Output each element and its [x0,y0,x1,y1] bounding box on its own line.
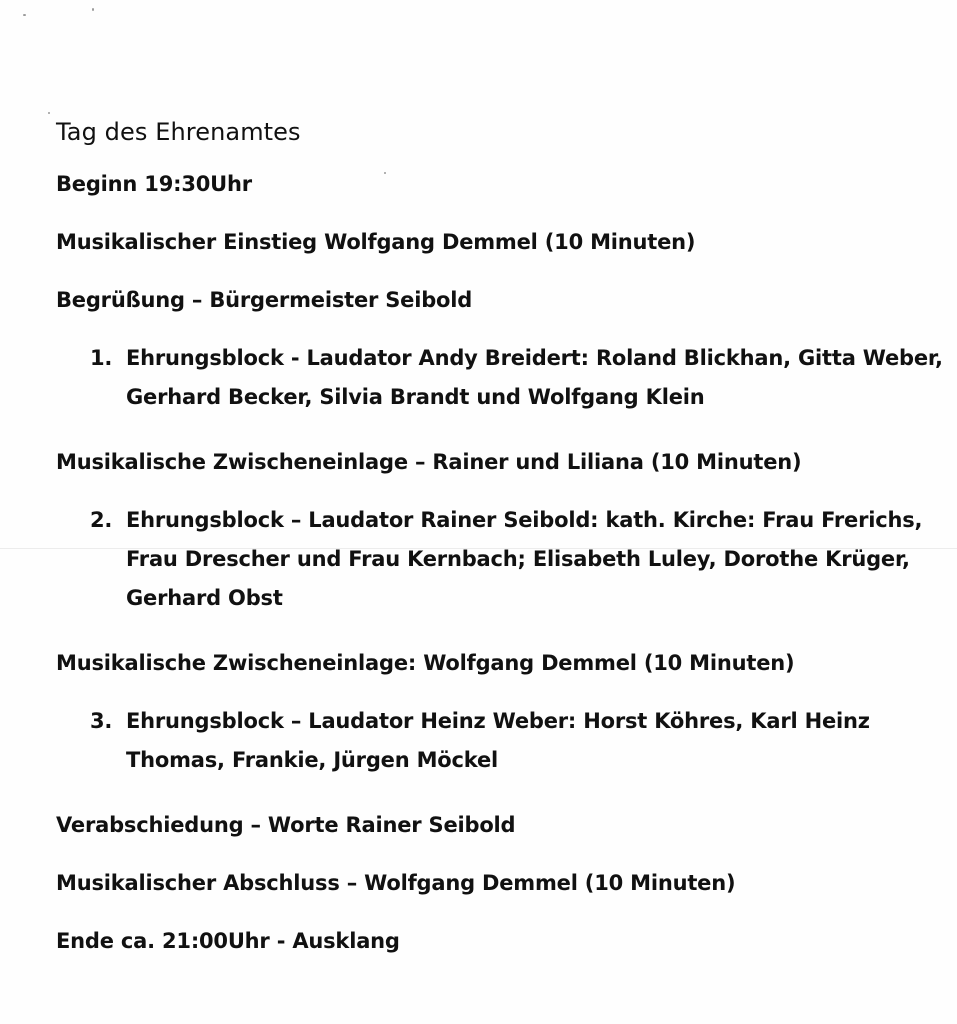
document-body [56,118,943,986]
honor-block-3 [90,702,936,780]
honor-block-1 [90,339,943,417]
end-time: Ende ca. 21:00Uhr - Ausklang [56,929,400,953]
scan-speck [48,112,50,114]
list-number: 1. [90,346,113,370]
list-item-line: Gerhard Obst [126,586,283,610]
list-number: 3. [90,709,113,733]
list-item-line: Frau Drescher und Frau Kernbach; Elisabeth Luley, Dorothe Krüger, [126,547,910,571]
intro-music: Musikalischer Einstieg Wolfgang Demmel (10 Minuten) [56,230,696,254]
honor-block-2 [90,501,936,618]
list-item-line: Ehrungsblock – Laudator Rainer Seibold: kath. Kirche: Frau Frerichs, [126,508,923,532]
farewell: Verabschiedung – Worte Rainer Seibold [56,813,516,837]
list-item-line: Gerhard Becker, Silvia Brandt und Wolfgang Klein [126,385,705,409]
closing-music: Musikalischer Abschluss – Wolfgang Demmel (10 Minuten) [56,871,736,895]
list-number: 2. [90,508,113,532]
interlude-1: Musikalische Zwischeneinlage – Rainer und Liliana (10 Minuten) [56,450,802,474]
scan-speck [23,14,26,16]
document-title: Tag des Ehrenamtes [56,118,301,146]
scan-speck [92,8,94,11]
list-item-line: Thomas, Frankie, Jürgen Möckel [126,748,498,772]
list-item-line: Ehrungsblock – Laudator Heinz Weber: Horst Köhres, Karl Heinz [126,709,870,733]
interlude-2: Musikalische Zwischeneinlage: Wolfgang Demmel (10 Minuten) [56,651,795,675]
greeting: Begrüßung – Bürgermeister Seibold [56,288,473,312]
list-item-line: Ehrungsblock - Laudator Andy Breidert: Roland Blickhan, Gitta Weber, [126,346,943,370]
start-time: Beginn 19:30Uhr [56,172,252,196]
